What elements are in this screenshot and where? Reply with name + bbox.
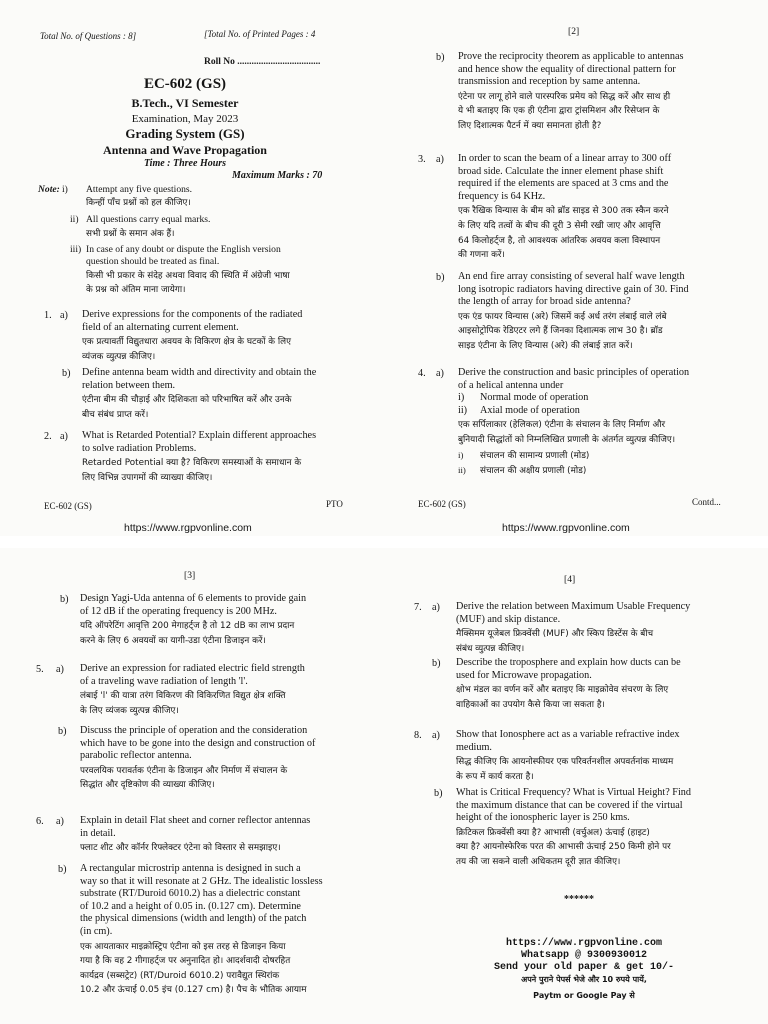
course: B.Tech., VI Semester xyxy=(131,96,239,110)
question-text: In order to scan the beam of a linear array to 300 off broad side. Calculate the inner element phase shift required if the elements are spaced at 3 cms and the frequency is 64 KHz. एक रैखिक विन्यास के बीम को ब्रॉड साइड से 300 तक स्कैन करने के लिए यदि तत्वों के बीच की दूरी 3 सेमी रखी जाए और आवृत्ति 64 किलोहर्ट्ज है, तो आवश्यक आंतरिक अवयव कला विस्थापन की गणना करें। xyxy=(458,153,672,261)
subject: Antenna and Wave Propagation xyxy=(103,143,267,157)
promo-url: https://www.rgpvonline.com xyxy=(505,938,663,949)
footer-code: EC-602 (GS) xyxy=(418,499,466,509)
footer-url: https://www.rgpvonline.com xyxy=(502,522,630,534)
footer-url: https://www.rgpvonline.com xyxy=(124,522,252,534)
paper-code: EC-602 (GS) xyxy=(143,76,227,92)
roll-no: Roll No ................................... xyxy=(204,57,321,67)
end-stars: ****** xyxy=(564,894,594,905)
total-pages: [Total No. of Printed Pages : 4 xyxy=(204,29,316,39)
part-label: b) xyxy=(60,594,69,605)
question-number: 6. xyxy=(36,816,44,827)
page-3 xyxy=(0,548,384,1024)
part-label: b) xyxy=(432,658,441,669)
note-num: i) xyxy=(62,184,68,195)
question-text: Design Yagi-Uda antenna of 6 elements to provide gain of 12 dB if the operating frequency is 200 MHz. यदि ऑपरेटिंग आवृत्ति 200 मेगाहर्ट्ज है तो 12 dB का लाभ प्रदान करने के लिए 6 अवयवों का यागी-उडा एंटीना डिजाइन करें। xyxy=(80,593,307,646)
part-label: a) xyxy=(432,602,440,613)
question-number: 5. xyxy=(36,664,44,675)
part-label: a) xyxy=(60,310,68,321)
page-number: [2] xyxy=(568,26,580,37)
promo-pay: Paytm or Google Pay से xyxy=(533,991,635,1000)
question-text: Derive expressions for the components of the radiated field of an alternating current element. एक प्रत्यावर्ती विद्युतधारा अवयव के विकिरण क्षेत्र के घटकों के लिए व्यंजक व्युत्पन्न कीजिए। xyxy=(82,309,303,362)
question-text: Discuss the principle of operation and the consideration which have to be gone into the design and construction of parabolic reflector antenna. परवलयिक परावर्तक एंटीना के डिजाइन और निर्माण में संचालन के सिद्धांत और दृष्टिकोण की व्याख्या कीजिए। xyxy=(80,725,316,791)
question-number: 8. xyxy=(414,730,422,741)
question-text: Prove the reciprocity theorem as applicable to antennas and hence show the equality of directional pattern for transmission and reception by same antenna. एंटेना पर लागू होने वाले पारस्परिक प्रमेय को सिद्ध करें और साथ ही ये भी बताइए कि एक ही एंटीना द्वारा ट्रांसमिशन और रिसेप्शन के लिए दिशात्मक पैटर्न में क्या समानता होती है? xyxy=(458,51,684,131)
question-text: Show that Ionosphere act as a variable refractive index medium. सिद्ध कीजिए कि आयनोस्फीयर एक परिवर्तनशील अपवर्तनांक माध्यम के रूप में कार्य करता है। xyxy=(456,729,680,782)
question-number: 7. xyxy=(414,602,422,613)
question-text: Describe the troposphere and explain how ducts can be used for Microwave propagation. क्षोभ मंडल का वर्णन करें और बताइए कि माइक्रोवेव संचरण के लिए वाहिकाओं का उपयोग कैसे किया जा सकता है। xyxy=(456,657,681,710)
part-label: b) xyxy=(436,52,445,63)
note-text: All questions carry equal marks. xyxy=(86,214,211,225)
question-text: An end fire array consisting of several half wave length long isotropic radiators having directive gain of 30. Find the length of array for broad side antenna? एक एंड फायर विन्यास (अरे) जिसमें कई अर्ध तरंग लंबाई वाले लंबे आइसोट्रोपिक रेडिएटर लगे हैं जिनका दिशात्मक लाभ 30 है। ब्रॉड साइड एंटीना के लिए विन्यास (अरे) की लंबाई ज्ञात करें। xyxy=(458,271,689,351)
note-num: iii) xyxy=(70,244,82,255)
part-label: a) xyxy=(436,368,444,379)
note-text: Attempt any five questions. xyxy=(86,184,193,195)
promo-whatsapp: Whatsapp @ 9300930012 xyxy=(520,950,648,961)
footer-code: EC-602 (GS) xyxy=(44,501,92,511)
part-label: b) xyxy=(62,368,71,379)
note-text-hi: सभी प्रश्नों के समान अंक हैं। xyxy=(86,229,175,239)
question-text: Derive the construction and basic principles of operation of a helical antenna under i) Normal mode of operation ii) Axial mode of operation एक सर्पिलाकार (हेलिकल) एंटीना के संचालन के लिए निर्माण और बुनियादी सिद्धांतों को निम्नलिखित प्रणाली के अंतर्गत व्युत्पन्न कीजिए। i) संचालन की सामान्य प्रणाली (मोड) ii) संचालन की अक्षीय प्रणाली (मोड) xyxy=(458,367,690,477)
part-label: a) xyxy=(436,154,444,165)
part-label: b) xyxy=(434,788,443,799)
grading: Grading System (GS) xyxy=(125,126,245,141)
question-text: A rectangular microstrip antenna is designed in such a way so that it will resonate at 2 GHz. The idealistic lossless substrate (RT/Duroid 6010.2) has a dielectric constant of 10.2 and a height of 0.05 in. (0.127 cm). Determine the physical dimensions (width and length) of the patch (in cm). एक आयताकार माइक्रोस्ट्रिप एंटीना को इस तरह से डिजाइन किया गया है कि वह 2 गीगाहर्ट्ज पर अनुनादित हो। आदर्शवादी दोषरहित कार्यद्रव (सब्सट्रेट) (RT/Duroid 6010.2) परावैद्युत स्थिरांक 10.2 और ऊंचाई 0.05 इंच (0.127 cm) है। पैच के भौतिक आयाम xyxy=(80,863,323,996)
page-number: [4] xyxy=(564,574,576,585)
question-number: 1. xyxy=(44,310,52,321)
question-number: 3. xyxy=(418,154,426,165)
part-label: a) xyxy=(432,730,440,741)
max-marks: Maximum Marks : 70 xyxy=(232,170,323,181)
note-num: ii) xyxy=(70,214,79,225)
question-text: What is Retarded Potential? Explain different approaches to solve radiation Problems. Retarded Potential क्या है? विकिरण समस्याओं के समाधान के लिए विभिन्न उपागमों की व्याख्या कीजिए। xyxy=(82,430,317,483)
question-text: Explain in detail Flat sheet and corner reflector antennas in detail. फ्लाट शीट और कॉर्नर रिफ्लेक्टर एंटेना को विस्तार से समझाइए। xyxy=(80,815,311,854)
part-label: b) xyxy=(58,864,67,875)
question-text: Define antenna beam width and directivity and obtain the relation between them. एंटीना बीम की चौड़ाई और दिशिकता को परिभाषित करें और उनके बीच संबंध प्राप्त करें। xyxy=(82,367,317,420)
page-number: [3] xyxy=(184,570,196,581)
promo-send: Send your old paper & get 10/- xyxy=(493,962,675,973)
time: Time : Three Hours xyxy=(143,158,227,169)
note-text-hi: किसी भी प्रकार के संदेह अथवा विवाद की स्थिति में अंग्रेजी भाषा xyxy=(86,271,290,281)
footer-pto: PTO xyxy=(326,499,343,509)
question-text: Derive an expression for radiated electric field strength of a traveling wave radiation of length 'l'. लंबाई 'l' की यात्रा तरंग विकिरण की विकिरणित विद्युत क्षेत्र शक्ति के लिए व्यंजक व्युत्पन्न कीजिए। xyxy=(80,663,305,716)
note-label: Note: xyxy=(38,184,60,195)
page-1 xyxy=(0,0,384,536)
page-4 xyxy=(384,548,768,1024)
total-questions: Total No. of Questions : 8] xyxy=(40,31,137,41)
page-2 xyxy=(384,0,768,536)
note-text-hi: किन्हीं पाँच प्रश्नों को हल कीजिए। xyxy=(86,198,191,208)
part-label: b) xyxy=(58,726,67,737)
promo-hindi: अपने पुराने पेपर्स भेजे और 10 रुपये पायें, xyxy=(521,975,647,984)
note-text-hi: के प्रश्न को अंतिम माना जायेगा। xyxy=(86,285,186,295)
question-number: 4. xyxy=(418,368,426,379)
question-text: What is Critical Frequency? What is Virtual Height? Find the maximum distance that can be covered if the virtual height of the ionospheric layer is 250 kms. क्रिटिकल फ्रिक्वेंसी क्या है? आभासी (वर्चुअल) ऊंचाई (हाइट) क्या है? आयनोस्फेरिक परत की आभासी ऊंचाई 250 किमी होने पर तय की जा सकने वाली अधिकतम दूरी ज्ञात कीजिए। xyxy=(456,787,691,867)
footer-contd: Contd... xyxy=(692,497,721,507)
part-label: a) xyxy=(56,816,64,827)
part-label: a) xyxy=(56,664,64,675)
question-number: 2. xyxy=(44,431,52,442)
part-label: a) xyxy=(60,431,68,442)
question-text: Derive the relation between Maximum Usable Frequency (MUF) and skip distance. मैक्सिमम यूजेबल फ्रिक्वेंसी (MUF) और स्किप डिस्टेंस के बीच संबंध व्युत्पन्न कीजिए। xyxy=(456,601,691,654)
note-text: In case of any doubt or dispute the English version xyxy=(86,244,281,255)
part-label: b) xyxy=(436,272,445,283)
promo-block xyxy=(444,938,724,1002)
page-divider xyxy=(0,536,768,548)
exam: Examination, May 2023 xyxy=(131,113,239,125)
note-text: question should be treated as final. xyxy=(86,256,220,267)
